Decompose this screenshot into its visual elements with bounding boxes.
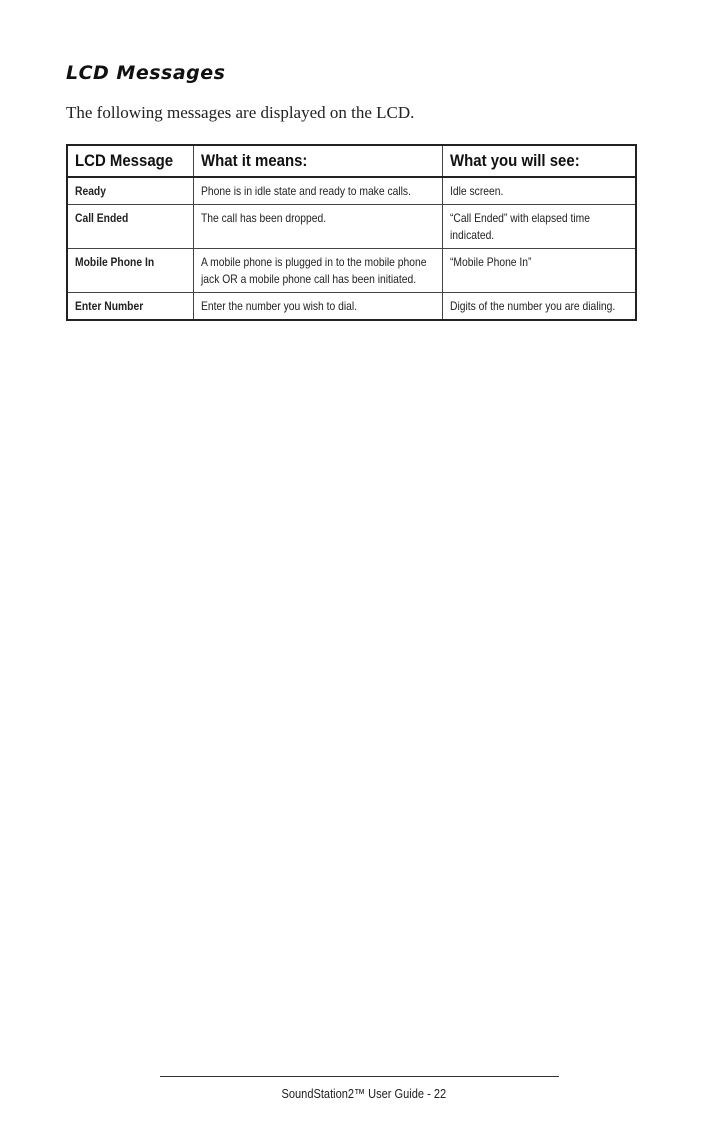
header-lcd-message: LCD Message [67,145,194,177]
display-cell: “Call Ended” with elapsed time indicated. [443,205,636,249]
footer-label: SoundStation2™ User Guide - 22 [281,1086,447,1101]
section-title: LCD Messages [66,62,226,84]
message-cell: Ready [67,177,194,205]
message-cell: Enter Number [67,293,194,321]
lcd-messages-table [66,144,637,321]
meaning-cell: Phone is in idle state and ready to make calls. [194,177,443,205]
meaning-cell: The call has been dropped. [194,205,443,249]
page-footer [0,1086,728,1101]
header-what-you-will-see: What you will see: [443,145,636,177]
table-row [67,205,636,249]
intro-paragraph: The following messages are displayed on the LCD. [66,103,415,122]
table-row [67,293,636,321]
footer-divider [160,1076,559,1077]
meaning-cell: A mobile phone is plugged in to the mobile phone jack OR a mobile phone call has been initiated. [194,249,443,293]
display-cell: Idle screen. [443,177,636,205]
display-cell: Digits of the number you are dialing. [443,293,636,321]
message-cell: Mobile Phone In [67,249,194,293]
table-row [67,177,636,205]
table-row [67,249,636,293]
header-what-it-means: What it means: [194,145,443,177]
display-cell: “Mobile Phone In” [443,249,636,293]
message-cell: Call Ended [67,205,194,249]
meaning-cell: Enter the number you wish to dial. [194,293,443,321]
table-header-row [67,145,636,177]
